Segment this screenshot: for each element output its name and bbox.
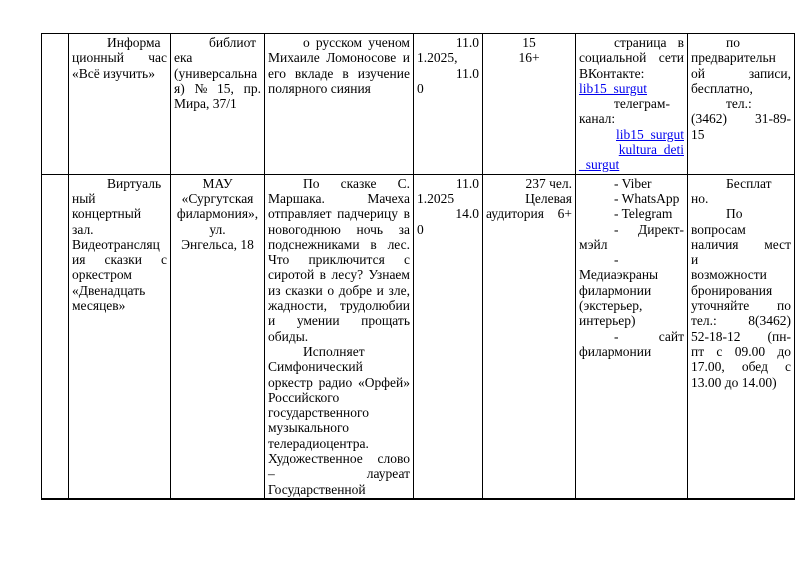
word: лес.: [387, 236, 410, 252]
word: пр.: [243, 80, 261, 96]
text-line: [579, 35, 684, 50]
text-line: [268, 451, 410, 466]
text-line: [691, 313, 791, 328]
text-line: «Двенадцать: [72, 282, 146, 298]
text-line: [579, 222, 684, 237]
text-line: [268, 206, 410, 221]
word: вкладе: [294, 65, 334, 81]
word: ночь: [356, 221, 384, 237]
cell-promo-channels-row1: [576, 34, 688, 175]
word: 15,: [217, 80, 234, 96]
word: 31-89-: [755, 111, 791, 127]
word: трудолюбии: [339, 298, 410, 314]
text-line: [691, 237, 791, 252]
word: в: [403, 206, 410, 222]
text-line: (экстерьер,: [579, 298, 643, 314]
word: прощать: [361, 313, 410, 329]
text-line: предварительн: [691, 50, 776, 66]
text-line: ека: [174, 50, 193, 66]
word: Мачеха: [367, 190, 410, 206]
word: ученом: [368, 35, 410, 50]
word: по: [777, 298, 791, 314]
text-line: [268, 298, 410, 313]
word: сказки: [104, 252, 142, 268]
text-line: бесплатно,: [691, 80, 753, 96]
word: сиротой: [268, 267, 315, 283]
text-line: но.: [691, 190, 709, 206]
cell-row-number-row2: [42, 174, 69, 499]
word: Михаиле: [268, 50, 320, 66]
table-row: [42, 174, 795, 499]
text-line: 0: [417, 80, 424, 96]
word: зле,: [388, 282, 410, 298]
word: уточняйте: [691, 298, 750, 314]
text-line: 0: [417, 221, 424, 237]
word: добре: [338, 282, 372, 298]
word: 09.00: [734, 343, 766, 359]
word: радио: [318, 374, 353, 390]
text-line: оркестром: [72, 267, 132, 283]
hyperlink-_surgut[interactable]: _surgut: [579, 157, 620, 173]
text-line: бронирования: [691, 282, 773, 298]
events-schedule-table: [41, 33, 795, 500]
text-line: [268, 375, 410, 390]
text-line: [268, 237, 410, 252]
cell-row-number-row1: [42, 34, 69, 175]
text-line: 11.0: [455, 65, 479, 81]
text-line: [691, 329, 791, 344]
word: с: [403, 252, 410, 268]
text-line: [268, 191, 410, 206]
text-line: 15: [691, 126, 705, 142]
word: (3462): [691, 111, 727, 127]
text-line: [486, 206, 572, 221]
text-line: по: [726, 35, 740, 50]
word: Художественное: [268, 451, 363, 467]
word: тел.:: [691, 313, 717, 329]
word: новогоднюю: [268, 221, 341, 237]
text-line: Мира, 37/1: [174, 96, 237, 112]
cell-date-time-row1: [414, 34, 483, 175]
text-line: [268, 66, 410, 81]
word: в: [677, 35, 684, 50]
text-line: возможности: [691, 267, 767, 283]
cell-date-time-row2: [414, 174, 483, 499]
text-line: Информа: [107, 35, 161, 50]
text-line: [579, 329, 684, 344]
text-line: музыкального: [268, 420, 349, 436]
word: и: [268, 313, 276, 329]
word: Что: [268, 252, 290, 268]
word: сайт: [658, 328, 684, 344]
word: Ломоносове: [326, 50, 397, 66]
text-line: телеграм-: [614, 96, 670, 112]
word: 17.00,: [691, 359, 725, 375]
text-line: По: [726, 206, 743, 222]
word: оркестр: [268, 374, 313, 390]
text-line: филармония»,: [176, 206, 259, 222]
word: страница: [614, 35, 667, 50]
text-line: Медиаэкраны: [579, 267, 659, 283]
text-line: 1.2025: [417, 190, 455, 206]
text-line: Российского: [268, 389, 340, 405]
text-line: 13.00 до 14.00): [691, 374, 777, 390]
word: русском: [315, 35, 363, 50]
cell-event-description-row2: [265, 174, 414, 499]
text-line: Видеотрансляц: [72, 236, 160, 252]
word: о: [303, 35, 310, 50]
text-line: телерадиоцентра.: [268, 435, 369, 451]
word: Узнаем: [368, 267, 410, 283]
word: лесу?: [331, 267, 364, 283]
text-line: ул.: [209, 221, 226, 237]
word: Маршака.: [268, 190, 325, 206]
word: о: [327, 282, 335, 298]
text-line: Бесплат: [726, 175, 772, 191]
text-line: - WhatsApp: [614, 190, 680, 206]
text-line: филармонии: [579, 282, 652, 298]
word: лауреат: [366, 466, 410, 482]
word: отправляет: [268, 206, 332, 222]
word: записи,: [748, 65, 791, 81]
text-line: [691, 66, 791, 81]
text-line: [268, 50, 410, 65]
text-line: «Сургутская: [181, 190, 254, 206]
word: я): [174, 80, 185, 96]
text-line: 11.0: [455, 175, 479, 191]
text-line: [268, 252, 410, 267]
word: Директ-: [638, 221, 684, 237]
text-line: Виртуаль: [107, 175, 162, 191]
text-line: [268, 267, 410, 282]
text-line: интерьер): [579, 313, 636, 329]
text-line: [691, 359, 791, 374]
word: обед: [741, 359, 768, 375]
cell-admission-info-row2: [688, 174, 795, 499]
word: -: [614, 328, 619, 344]
text-line: 11.0: [455, 35, 479, 50]
text-line: [268, 176, 410, 191]
word: пт: [691, 343, 705, 359]
word: ой: [691, 65, 705, 81]
cell-audience-row2: [483, 174, 576, 499]
text-line: [174, 81, 261, 96]
word: с: [161, 252, 167, 268]
word: умении: [296, 313, 340, 329]
text-line: МАУ: [202, 175, 233, 191]
text-line: [691, 111, 791, 126]
text-line: -: [614, 252, 619, 268]
word: мест: [764, 236, 791, 252]
word: аудитория: [486, 206, 544, 222]
cell-promo-channels-row2: [576, 174, 688, 499]
text-line: месяцев»: [72, 298, 126, 314]
word: его: [268, 65, 286, 81]
text-line: Целевая: [525, 190, 572, 206]
text-line: концертный: [72, 206, 142, 222]
word: час: [148, 50, 167, 66]
word: подснежниками: [268, 236, 360, 252]
text-line: 237 чел.: [525, 175, 572, 191]
word: слово: [377, 451, 410, 467]
text-line: полярного сияния: [268, 80, 371, 96]
hyperlink-kultura_deti[interactable]: kultura_deti: [618, 142, 684, 158]
word: сказки: [285, 282, 323, 298]
text-line: обиды.: [268, 328, 309, 344]
text-line: - Viber: [614, 175, 652, 191]
text-line: и: [691, 252, 699, 268]
word: наличия: [691, 236, 739, 252]
cell-event-title-row1: [69, 34, 171, 175]
text-line: [691, 344, 791, 359]
text-line: [268, 283, 410, 298]
text-line: ВКонтакте:: [579, 65, 645, 81]
text-line: [268, 466, 410, 481]
cell-event-description-row1: [265, 34, 414, 175]
word: и: [402, 50, 410, 66]
text-line: [579, 50, 684, 65]
text-line: филармонии: [579, 343, 652, 359]
word: (пн-: [767, 328, 791, 344]
text-line: тел.:: [726, 96, 752, 112]
word: в: [319, 267, 327, 283]
text-line: [72, 252, 167, 267]
word: из: [268, 282, 281, 298]
text-line: канал:: [579, 111, 616, 127]
text-line: Симфонический: [268, 359, 363, 375]
cell-venue-address-row1: [171, 34, 265, 175]
word: с: [716, 343, 723, 359]
text-line: мэйл: [579, 236, 608, 252]
word: за: [398, 221, 410, 237]
word: 6+: [557, 206, 572, 222]
cell-venue-address-row2: [171, 174, 265, 499]
word: ционный: [72, 50, 124, 66]
text-line: [268, 222, 410, 237]
word: сети: [658, 50, 684, 66]
text-line: Государственной: [268, 481, 366, 497]
text-line: библиот: [209, 35, 257, 50]
text-line: вопросам: [691, 221, 746, 237]
text-line: [268, 35, 410, 50]
text-line: (универсальна: [174, 65, 258, 81]
cell-admission-info-row1: [688, 34, 795, 175]
document-page: [41, 33, 795, 500]
word: до: [777, 343, 791, 359]
word: 52-18-12: [691, 328, 741, 344]
text-line: 1.2025,: [417, 50, 458, 66]
text-line: [691, 298, 791, 313]
word: приключится: [308, 252, 385, 268]
text-line: [72, 50, 167, 65]
word: С.: [397, 175, 410, 191]
word: №: [194, 80, 208, 96]
word: социальной: [579, 50, 647, 66]
word: По: [303, 175, 320, 191]
word: изучение: [357, 65, 410, 81]
text-line: зал.: [72, 221, 94, 237]
hyperlink-lib15_surgut[interactable]: lib15_surgut: [579, 80, 648, 96]
word: с: [785, 359, 791, 375]
text-line: Энгельса, 18: [181, 236, 254, 252]
text-line: 15: [522, 35, 536, 50]
text-line: 14.0: [455, 206, 479, 222]
text-line: государственного: [268, 405, 369, 421]
text-line: 16+: [518, 50, 540, 66]
word: ия: [72, 252, 86, 268]
word: в: [370, 236, 377, 252]
cell-audience-row1: [483, 34, 576, 175]
word: сказке: [340, 175, 377, 191]
text-line: Исполняет: [303, 343, 365, 359]
word: «Орфей»: [358, 374, 410, 390]
word: -: [614, 221, 619, 237]
text-line: [268, 313, 410, 328]
word: –: [268, 466, 275, 482]
word: жадности,: [268, 298, 327, 314]
text-line: - Telegram: [614, 206, 673, 222]
word: 8(3462): [748, 313, 791, 329]
text-line: «Всё изучить»: [72, 65, 155, 81]
word: в: [342, 65, 349, 81]
word: падчерицу: [337, 206, 398, 222]
hyperlink-lib15_surgut[interactable]: lib15_surgut: [615, 126, 684, 142]
text-line: ный: [72, 190, 96, 206]
word: и: [376, 282, 384, 298]
table-row: [42, 34, 795, 175]
cell-event-title-row2: [69, 174, 171, 499]
